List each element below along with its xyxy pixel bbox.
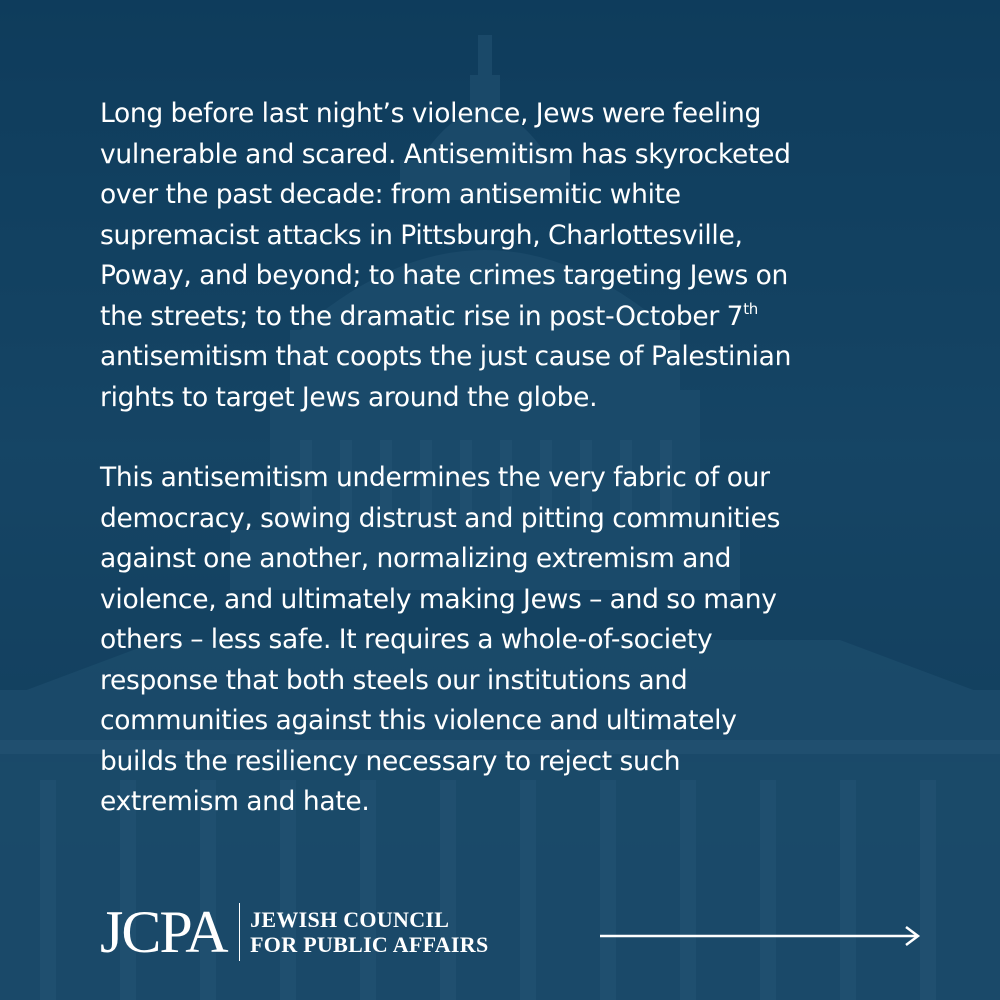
arrow-right-icon[interactable]: [600, 924, 922, 948]
text-line: extremism and hate.: [100, 786, 370, 817]
text-line: response that both steels our institutions and: [100, 664, 688, 696]
text-line: Long before last night’s violence, Jews were feeling: [100, 98, 761, 129]
text-line: antisemitism that coopts the just cause of Palestinian: [100, 341, 792, 372]
text-line: rights to target Jews around the globe.: [100, 381, 598, 413]
text-line: democracy, sowing distrust and pitting communities: [100, 502, 781, 534]
paragraph-1: [100, 94, 900, 418]
organization-name-line-2: FOR PUBLIC AFFAIRS: [250, 932, 489, 957]
text-line: This antisemitism undermines the very fabric of our: [100, 462, 770, 493]
text-line-body: the streets; to the dramatic rise in post-October 7: [100, 300, 744, 332]
text-line: others – less safe. It requires a whole-of-society: [100, 624, 713, 655]
statement-text: [100, 94, 900, 823]
text-line: communities against this violence and ultimately: [100, 705, 737, 736]
organization-name: [250, 907, 488, 957]
jcpa-logo: [100, 897, 489, 967]
text-line: supremacist attacks in Pittsburgh, Charlottesville,: [100, 219, 743, 251]
text-line: builds the resiliency necessary to reject such: [100, 745, 681, 777]
text-line: over the past decade: from antisemitic white: [100, 179, 681, 210]
text-line: vulnerable and scared. Antisemitism has skyrocketed: [100, 138, 791, 170]
paragraph-2: [100, 458, 900, 823]
logo-mark: JCPA: [100, 899, 227, 965]
text-line: against one another, normalizing extremism and: [100, 543, 732, 574]
ordinal-superscript: th: [743, 299, 759, 318]
text-line: violence, and ultimately making Jews – and so many: [100, 583, 777, 615]
organization-name-line-1: JEWISH COUNCIL: [250, 907, 450, 932]
text-line-with-superscript: [100, 297, 900, 338]
logo-divider: [239, 903, 241, 961]
text-line: Poway, and beyond; to hate crimes targeting Jews on: [100, 260, 789, 291]
